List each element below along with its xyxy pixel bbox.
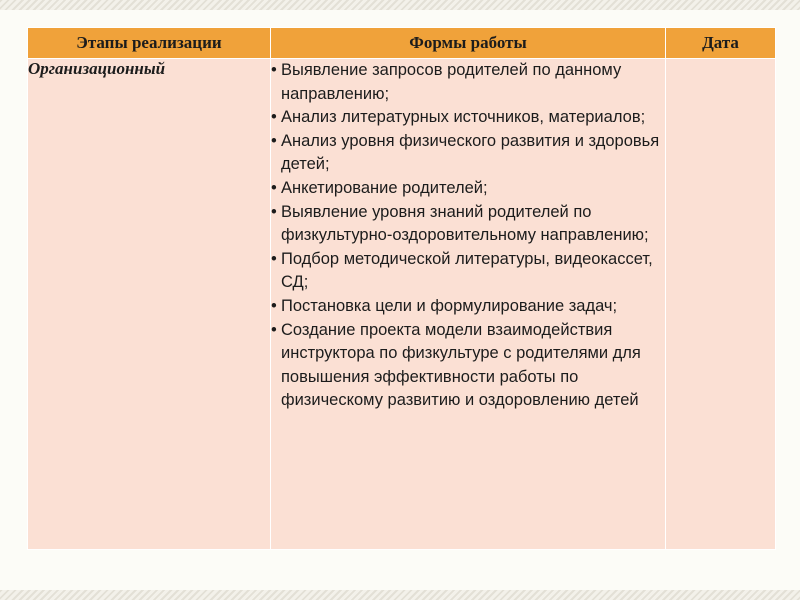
bullet-icon: • [271, 61, 277, 79]
list-item [271, 106, 665, 130]
forms-list [271, 59, 665, 413]
list-item [271, 177, 665, 201]
list-item-text: Выявление запросов родителей по данному направлению; [281, 61, 622, 103]
date-cell [666, 59, 776, 550]
stage-name: Организационный [28, 59, 166, 78]
list-item [271, 130, 665, 177]
list-item [271, 319, 665, 413]
list-item-text: Анкетирование родителей; [281, 178, 488, 197]
table-row [28, 59, 776, 550]
bullet-icon: • [271, 202, 277, 221]
list-item [271, 295, 665, 319]
bullet-icon: • [271, 108, 277, 127]
bullet-icon: • [271, 320, 277, 339]
list-item-text: Анализ уровня физического развития и здоровья детей; [281, 131, 660, 174]
list-item-text: Постановка цели и формулирование задач; [281, 296, 618, 315]
list-item-text: Подбор методической литературы, видеокассет, СД; [281, 249, 653, 292]
top-decorative-stripe [0, 0, 800, 10]
bullet-icon: • [271, 249, 277, 268]
header-date: Дата [666, 28, 776, 59]
list-item [271, 248, 665, 295]
table-header-row [28, 28, 776, 59]
bullet-icon: • [271, 296, 277, 315]
list-item-text: Выявление уровня знаний родителей по физкультурно-оздоровительному направлению; [281, 202, 649, 245]
header-stages: Этапы реализации [28, 28, 271, 59]
list-item [271, 59, 665, 106]
implementation-stages-table [27, 27, 776, 550]
list-item [271, 201, 665, 248]
stage-cell [28, 59, 271, 550]
bottom-decorative-stripe [0, 590, 800, 600]
header-forms: Формы работы [271, 28, 666, 59]
bullet-icon: • [271, 178, 277, 197]
list-item-text: Создание проекта модели взаимодействия инструктора по физкультуре с родителями для повышения эффективности работы по физическому развитию и оздоровлению детей [281, 320, 641, 410]
bullet-icon: • [271, 131, 277, 150]
forms-cell [271, 59, 666, 550]
list-item-text: Анализ литературных источников, материалов; [281, 108, 646, 127]
